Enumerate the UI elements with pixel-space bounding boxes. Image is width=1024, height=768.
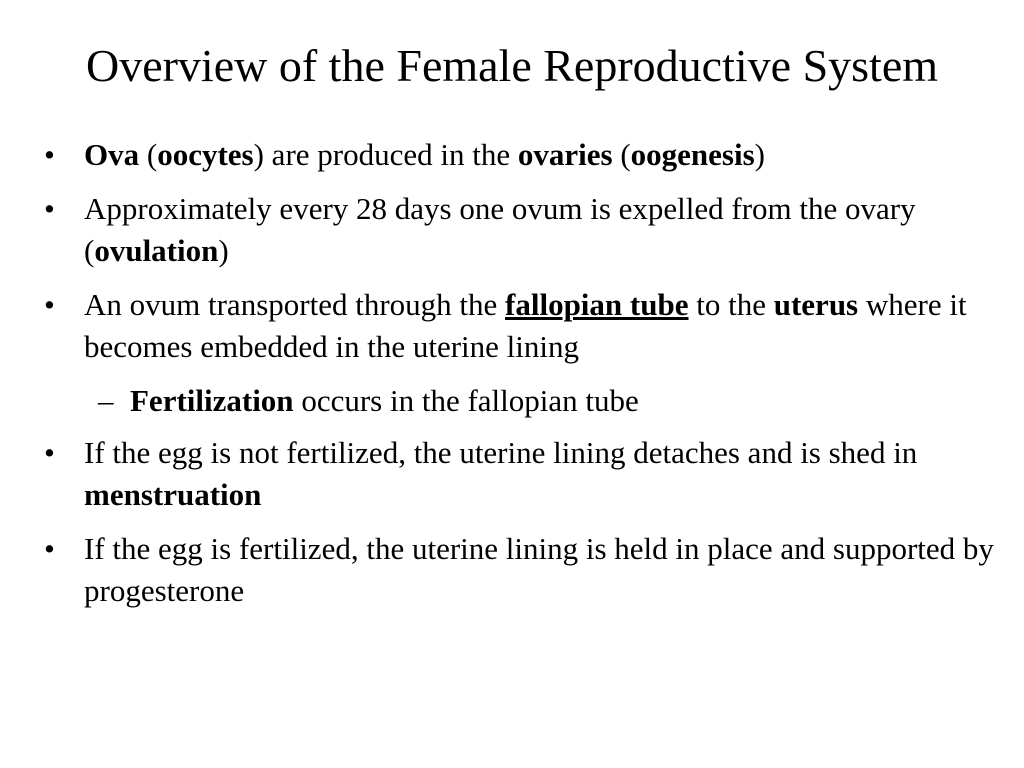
term-ova: Ova: [84, 137, 140, 172]
bullet-item-ovulation: [36, 188, 996, 272]
bullet-marker: •: [44, 287, 55, 322]
bullet-text: ): [218, 233, 229, 268]
bullet-marker: •: [44, 137, 55, 172]
bullet-text: (: [612, 137, 631, 172]
bullet-text: (: [139, 137, 158, 172]
bullet-text: to the: [688, 287, 774, 322]
bullet-item-progesterone: [36, 528, 996, 612]
sub-bullet-fertilization: [36, 380, 996, 422]
bullet-text: An ovum transported through the: [84, 287, 506, 322]
bullet-list: [36, 134, 996, 624]
bullet-text: where it becomes embedded in the uterine lining: [84, 287, 967, 364]
term-fallopian-tube: fallopian tube: [505, 287, 689, 322]
term-oogenesis: oogenesis: [630, 137, 755, 172]
bullet-text: occurs in the fallopian tube: [293, 383, 639, 418]
bullet-text: If the egg is not fertilized, the uterine lining detaches and is shed in: [84, 435, 918, 470]
term-uterus: uterus: [773, 287, 859, 322]
term-fertilization: Fertilization: [130, 383, 294, 418]
term-ovulation: ovulation: [94, 233, 219, 268]
bullet-text: Approximately every 28 days one ovum is expelled from the ovary (: [84, 191, 916, 268]
bullet-item-ova: [36, 134, 996, 176]
term-ovaries: ovaries: [517, 137, 613, 172]
sub-bullet-marker: –: [98, 383, 114, 418]
term-menstruation: menstruation: [84, 477, 262, 512]
bullet-item-fallopian-tube: [36, 284, 996, 368]
bullet-text: If the egg is fertilized, the uterine lining is held in place and supported by progesterone: [84, 531, 994, 608]
slide-title: Overview of the Female Reproductive System: [85, 40, 939, 91]
bullet-marker: •: [44, 531, 55, 566]
bullet-marker: •: [44, 191, 55, 226]
bullet-text: ) are produced in the: [253, 137, 518, 172]
bullet-marker: •: [44, 435, 55, 470]
term-oocytes: oocytes: [157, 137, 254, 172]
bullet-text: ): [754, 137, 765, 172]
bullet-item-menstruation: [36, 432, 996, 516]
